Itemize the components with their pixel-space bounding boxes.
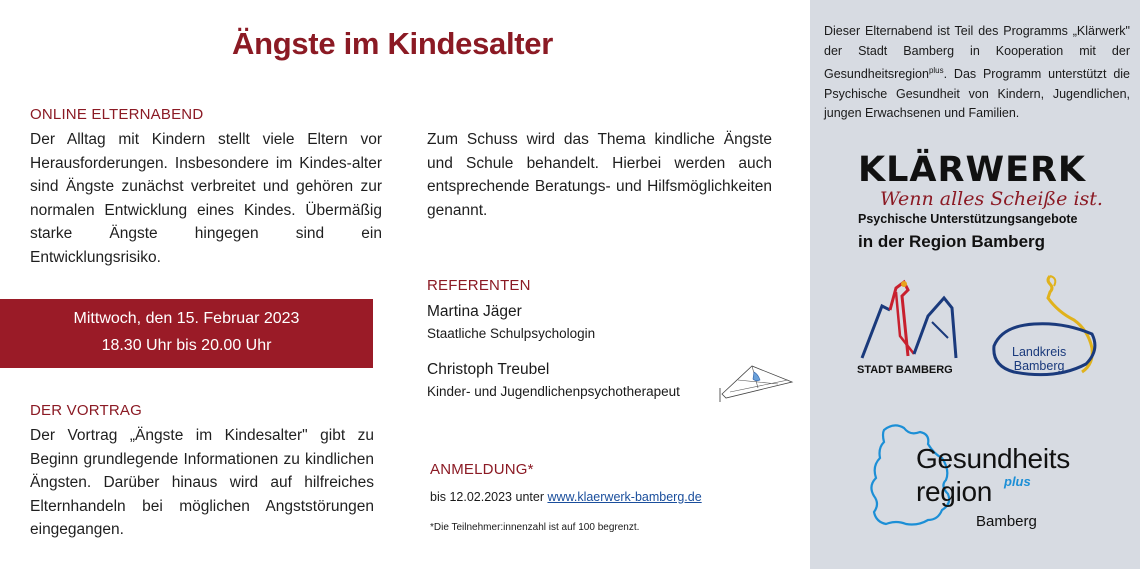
signature-sketch-icon (718, 358, 796, 404)
stadt-bamberg-logo-icon (852, 276, 960, 366)
anmeldung-heading: ANMELDUNG* (430, 461, 534, 478)
participant-limit-note: *Die Teilnehmer:innenzahl ist auf 100 begrenzt. (430, 522, 640, 533)
klaerwerk-line1: Psychische Unterstützungsangebote (858, 212, 1078, 226)
referent-name: Christoph Treubel (427, 361, 550, 378)
referent-role: Kinder- und Jugendlichenpsychotherapeut (427, 384, 680, 399)
program-intro (824, 22, 1130, 124)
klaerwerk-line2: in der Region Bamberg (858, 232, 1046, 251)
vortrag-text: Der Vortrag „Ängste im Kindesalter" gibt zu Beginn grundlegende Informationen zu kindlichen Ängsten. Darüber hinaus wird auf hilfreiches Elternhandeln bei möglichen Angststörungen eingegangen. (30, 427, 374, 538)
anmeldung-prefix: bis 12.02.2023 unter (430, 490, 548, 504)
schluss-text: Zum Schuss wird das Thema kindliche Ängste und Schule behandelt. Hierbei werden auch entsprechende Beratungs- und Hilfsmöglichkeiten genannt. (427, 131, 772, 219)
gesundheitsregion-line2: region (916, 476, 993, 507)
landkreis-line2: Bamberg (1013, 359, 1065, 373)
online-text: Der Alltag mit Kindern stellt viele Eltern vor Herausforderungen. Insbesondere im Kindes-alter sind Ängste zunächst verbreitet und gehören zur normalen Entwicklung eines Kindes. Übermäßig starke Ängste hingegen sind ein Entwicklungsrisiko. (30, 131, 382, 266)
stadt-bamberg-label: STADT BAMBERG (857, 364, 953, 376)
gesundheitsregion-line1: Gesundheits (916, 443, 1070, 474)
online-heading: ONLINE ELTERNABEND (30, 106, 204, 123)
intro-sup: plus (928, 66, 944, 75)
referenten-heading: REFERENTEN (427, 277, 531, 294)
landkreis-label (1012, 345, 1066, 373)
gesundheitsregion-plus: plus (1004, 474, 1031, 489)
landkreis-line1: Landkreis (1012, 345, 1067, 359)
registration-link[interactable]: www.klaerwerk-bamberg.de (547, 490, 702, 504)
date-banner (0, 299, 373, 368)
vortrag-heading: DER VORTRAG (30, 402, 142, 419)
anmeldung-line (430, 490, 702, 504)
intro-text-a: Dieser Elternabend ist Teil des Programms „Klärwerk" der Stadt Bamberg in Kooperation mit der Gesundheitsregion (824, 24, 1130, 82)
event-date: Mittwoch, den 15. Februar 2023 (73, 310, 300, 327)
referent-name: Martina Jäger (427, 303, 522, 320)
klaerwerk-logo-name: KLÄRWERK (858, 150, 1087, 190)
gesundheitsregion-line3: Bamberg (976, 513, 1037, 530)
klaerwerk-slogan: Wenn alles Scheiße ist. (880, 188, 1103, 210)
referent-role: Staatliche Schulpsychologin (427, 326, 596, 341)
event-time: 18.30 Uhr bis 20.00 Uhr (101, 337, 272, 354)
page-title: Ängste im Kindesalter (232, 26, 554, 61)
intro-text-b: . Das Programm unterstützt die Psychische Gesundheit von Kindern, Jugendlichen, jungen Erwachsenen und Familien. (824, 67, 1130, 121)
